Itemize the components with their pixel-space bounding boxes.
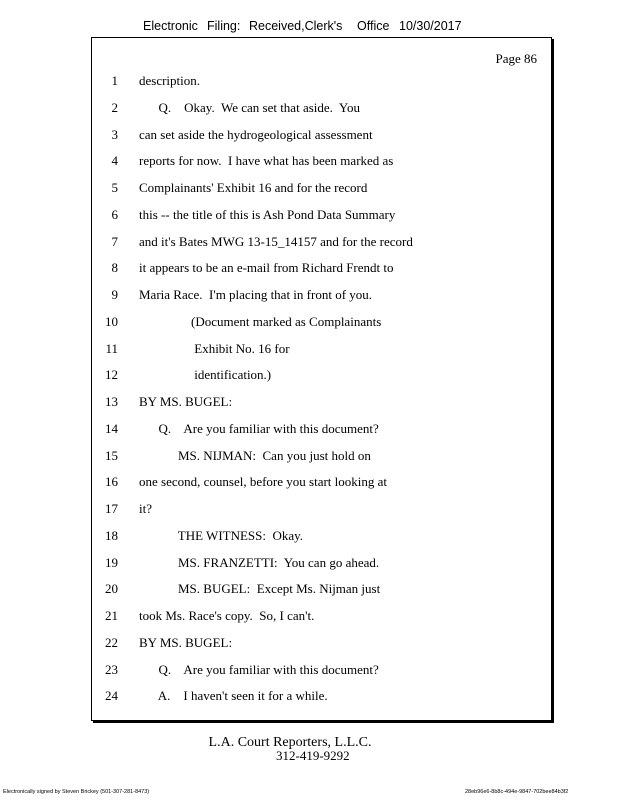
line-number: 22 bbox=[105, 634, 118, 650]
line-text: Complainants' Exhibit 16 and for the record bbox=[139, 180, 368, 195]
header-word-office: Office bbox=[357, 19, 390, 33]
line-text: one second, counsel, before you start looking at bbox=[139, 474, 388, 490]
line-number: 18 bbox=[105, 527, 118, 543]
line-text: BY MS. BUGEL: bbox=[139, 394, 233, 409]
line-number: 16 bbox=[105, 474, 118, 490]
transcript-line bbox=[92, 635, 551, 653]
transcript-line bbox=[92, 474, 551, 492]
transcript-line bbox=[92, 608, 551, 626]
line-text: identification.) bbox=[139, 367, 272, 383]
line-number: 14 bbox=[105, 420, 118, 436]
line-number: 12 bbox=[105, 367, 118, 383]
transcript-line bbox=[92, 555, 551, 573]
transcript-line bbox=[92, 127, 551, 145]
transcript-line bbox=[92, 688, 551, 706]
line-number: 7 bbox=[111, 233, 118, 249]
line-text: MS. NIJMAN: Can you just hold on bbox=[139, 447, 371, 463]
line-number: 23 bbox=[105, 661, 118, 677]
transcript-line bbox=[92, 287, 551, 305]
line-text: Maria Race. I'm placing that in front of you. bbox=[139, 287, 373, 302]
header-word-received: Received,Clerk's bbox=[249, 19, 343, 33]
line-number: 13 bbox=[105, 394, 118, 409]
line-text: reports for now. I have what has been marked as bbox=[139, 153, 394, 169]
line-number: 3 bbox=[111, 126, 118, 142]
line-number: 5 bbox=[111, 180, 118, 195]
line-text: Q. Are you familiar with this document? bbox=[139, 420, 379, 436]
transcript-line bbox=[92, 314, 551, 332]
transcript-line bbox=[92, 341, 551, 359]
page-number: Page 86 bbox=[495, 51, 537, 66]
transcript-page-frame bbox=[91, 37, 552, 721]
transcript-line bbox=[92, 260, 551, 278]
line-number: 24 bbox=[105, 688, 118, 704]
transcript-line bbox=[92, 153, 551, 171]
line-number: 1 bbox=[111, 73, 118, 88]
transcript-line bbox=[92, 367, 551, 385]
line-text: and it's Bates MWG 13-15_14157 and for the record bbox=[139, 233, 413, 249]
line-text: MS. FRANZETTI: You can go ahead. bbox=[139, 554, 380, 570]
line-number: 6 bbox=[111, 206, 118, 222]
line-text: this -- the title of this is Ash Pond Data Summary bbox=[139, 206, 396, 222]
line-text: it appears to be an e-mail from Richard Frendt to bbox=[139, 260, 394, 276]
line-number: 4 bbox=[111, 153, 118, 169]
reporter-company: L.A. Court Reporters, L.L.C. bbox=[208, 735, 372, 750]
header-date: 10/30/2017 bbox=[399, 19, 462, 33]
document-hash: 28eb96e6-8b8c-494e-9847-702bee84b3f2 bbox=[465, 789, 569, 795]
line-number: 2 bbox=[111, 99, 118, 115]
transcript-line bbox=[92, 581, 551, 599]
line-number: 10 bbox=[105, 313, 118, 329]
line-number: 11 bbox=[105, 340, 118, 356]
transcript-line bbox=[92, 528, 551, 546]
transcript-line bbox=[92, 180, 551, 198]
line-text: Q. Are you familiar with this document? bbox=[139, 661, 379, 677]
line-text: can set aside the hydrogeological assessment bbox=[139, 126, 373, 142]
line-text: (Document marked as Complainants bbox=[139, 313, 382, 329]
line-text: MS. BUGEL: Except Ms. Nijman just bbox=[139, 581, 381, 597]
transcript-line bbox=[92, 207, 551, 225]
line-number: 8 bbox=[111, 260, 118, 276]
line-number: 9 bbox=[111, 287, 118, 302]
line-text: took Ms. Race's copy. So, I can't. bbox=[139, 608, 315, 623]
line-text: Exhibit No. 16 for bbox=[139, 340, 290, 356]
line-text: THE WITNESS: Okay. bbox=[139, 527, 304, 543]
header-word-filing: Filing: bbox=[207, 19, 241, 33]
transcript-line bbox=[92, 100, 551, 118]
transcript-line bbox=[92, 448, 551, 466]
line-text: description. bbox=[139, 73, 201, 88]
line-number: 21 bbox=[105, 608, 118, 623]
transcript-line bbox=[92, 234, 551, 252]
line-number: 17 bbox=[105, 501, 118, 516]
e-signature-note: Electronically signed by Steven Brickey (501-307-281-8473) bbox=[3, 789, 150, 795]
line-text: BY MS. BUGEL: bbox=[139, 634, 233, 650]
line-number: 15 bbox=[105, 447, 118, 463]
transcript-line bbox=[92, 421, 551, 439]
transcript-line bbox=[92, 394, 551, 412]
line-text: it? bbox=[139, 501, 152, 516]
transcript-line bbox=[92, 501, 551, 519]
header-word-electronic: Electronic bbox=[143, 19, 198, 33]
line-number: 20 bbox=[105, 581, 118, 597]
line-text: Q. Okay. We can set that aside. You bbox=[139, 99, 361, 115]
transcript-line bbox=[92, 73, 551, 91]
reporter-phone: 312-419-9292 bbox=[276, 748, 350, 763]
transcript-line bbox=[92, 662, 551, 680]
line-number: 19 bbox=[105, 554, 118, 570]
line-text: A. I haven't seen it for a while. bbox=[139, 688, 328, 704]
